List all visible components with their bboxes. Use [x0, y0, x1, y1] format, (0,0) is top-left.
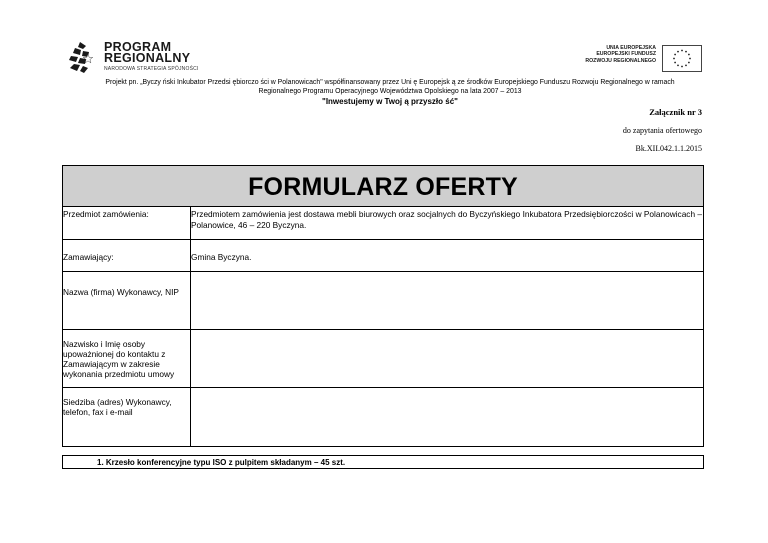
program-regionalny-logo	[66, 40, 206, 80]
program-logo-name	[104, 42, 190, 64]
form-row-label: Nazwa (firma) Wykonawcy, NIP	[63, 272, 191, 329]
eu-logo-line3: ROZWOJU REGIONALNEGO	[585, 57, 656, 64]
form-row-value: Gmina Byczyna.	[191, 252, 252, 262]
eu-logo-line2: EUROPEJSKI FUNDUSZ	[596, 51, 656, 58]
motto: "Inwestujemy w Twoj ą przyszło ść"	[322, 97, 458, 106]
form-row-ordering-party	[63, 240, 703, 272]
form-row-contractor-address	[63, 388, 703, 446]
form-row-contact-person	[63, 330, 703, 388]
attachment-subtitle: do zapytania ofertowego	[622, 126, 702, 135]
form-row-label: Nazwisko i Imię osoby upoważnionej do kontaktu z Zamawiającym w zakresie wykonania przedmiotu umowy	[63, 330, 191, 387]
item-line: 1. Krzesło konferencyjne typu ISO z pulpitem składanym – 45 szt.	[62, 455, 704, 469]
contact-person-field[interactable]	[191, 330, 703, 387]
form-row-subject	[63, 207, 703, 240]
eu-logo-text	[585, 45, 656, 64]
form-row-value: Przedmiotem zamówienia jest dostawa mebli biurowych oraz socjalnych do Byczyńskiego Inkubatora Przedsiębiorczości w Polanowicach – Polanowice, 46 – 220 Byczyna.	[191, 209, 702, 230]
attachment-title: Załącznik nr 3	[649, 107, 702, 117]
form-row-contractor-name	[63, 272, 703, 330]
program-logo-icon	[66, 40, 100, 76]
project-description	[80, 78, 700, 96]
eu-flag-icon	[662, 45, 702, 72]
eu-logo	[562, 45, 702, 73]
offer-form-table	[62, 165, 704, 447]
form-title-row	[63, 166, 703, 207]
eu-logo-line1: UNIA EUROPEJSKA	[606, 45, 656, 51]
program-logo-line1: PROGRAM	[104, 40, 172, 54]
program-logo-line2: REGIONALNY	[104, 51, 191, 65]
program-logo-subtitle: NARODOWA STRATEGIA SPÓJNOŚCI	[104, 66, 199, 72]
attachment-reference: Bk.XII.042.1.1.2015	[635, 144, 702, 153]
project-description-line2: Regionalnego Programu Operacyjnego Województwa Opolskiego na lata 2007 – 2013	[258, 88, 522, 95]
form-row-label: Przedmiot zamówienia:	[63, 207, 191, 239]
form-row-label: Zamawiający:	[63, 240, 191, 271]
contractor-address-field[interactable]	[191, 388, 703, 446]
project-description-line1: Projekt pn. „Byczy ński Inkubator Przedsi ębiorczo ści w Polanowicach" współfinansowany przez Uni ę Europejsk ą ze środków Europejskiego Funduszu Rozwoju Regionalnego w ramach	[105, 79, 675, 86]
form-title: FORMULARZ OFERTY	[248, 173, 518, 201]
contractor-name-field[interactable]	[191, 272, 703, 329]
form-row-label: Siedziba (adres) Wykonawcy, telefon, fax i e-mail	[63, 388, 191, 446]
